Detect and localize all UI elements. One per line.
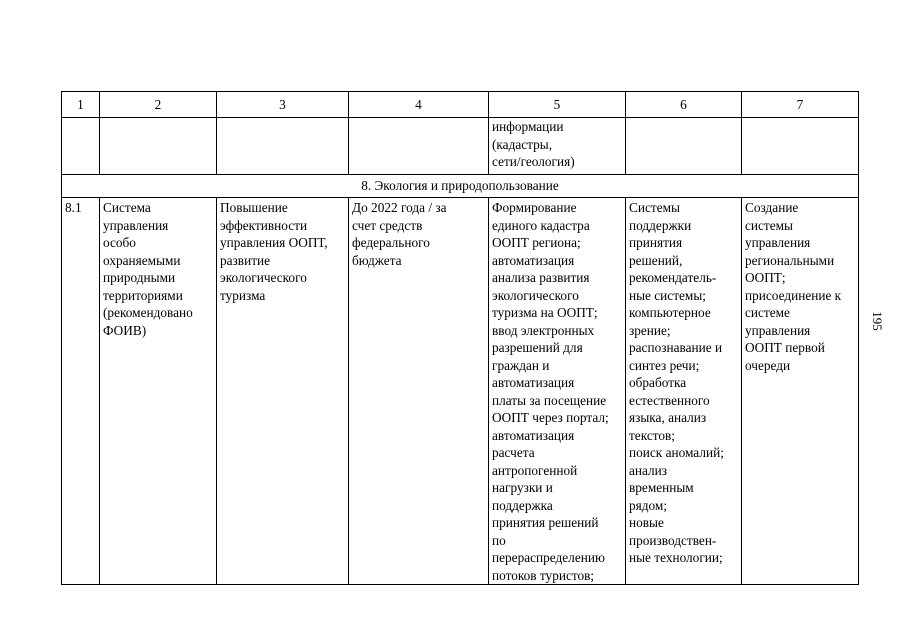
- item-number: 8.1: [62, 198, 100, 585]
- column-number-row: [62, 92, 859, 118]
- continuation-row: [62, 118, 859, 175]
- section-title: 8. Экология и природопользование: [62, 175, 859, 198]
- table-cell: [62, 118, 100, 175]
- column-number: 1: [62, 92, 100, 118]
- table-cell: [742, 118, 859, 175]
- table-row: [62, 198, 859, 585]
- column-number: 4: [349, 92, 489, 118]
- table-cell: Система управления особо охраняемыми природными территориями (рекомендовано ФОИВ): [100, 198, 217, 585]
- table-cell: Формирование единого кадастра ООПТ региона; автоматизация анализа развития экологического туризма на ООПТ; ввод электронных разрешений для граждан и автоматизация платы за посещение ООПТ через портал; автоматизация расчета антропогенной нагрузки и поддержка принятия решений по перераспределению потоков туристов;: [489, 198, 626, 585]
- table-cell: Повышение эффективности управления ООПТ, развитие экологического туризма: [217, 198, 349, 585]
- table-cell: [349, 118, 489, 175]
- table-cell: Системы поддержки принятия решений, рекомендатель- ные системы; компьютерное зрение; распознавание и синтез речи; обработка естественного языка, анализ текстов; поиск аномалий; анализ временным рядом; новые производствен- ные технологии;: [626, 198, 742, 585]
- table-cell: [217, 118, 349, 175]
- column-number: 2: [100, 92, 217, 118]
- column-number: 5: [489, 92, 626, 118]
- table-cell: информации (кадастры, сети/геология): [489, 118, 626, 175]
- table-cell: До 2022 года / за счет средств федерального бюджета: [349, 198, 489, 585]
- column-number: 7: [742, 92, 859, 118]
- section-row: [62, 175, 859, 198]
- column-number: 6: [626, 92, 742, 118]
- table-cell: [100, 118, 217, 175]
- table-cell: [626, 118, 742, 175]
- table-cell: Создание системы управления региональными ООПТ; присоединение к системе управления ООПТ первой очереди: [742, 198, 859, 585]
- column-number: 3: [217, 92, 349, 118]
- plan-table: [61, 91, 859, 585]
- page-number: 195: [870, 311, 885, 331]
